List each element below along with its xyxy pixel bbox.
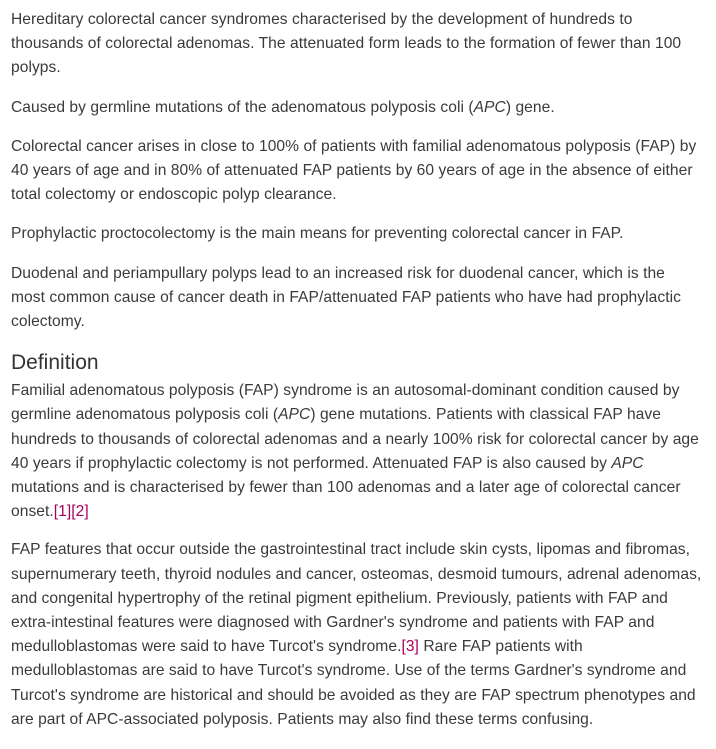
summary-paragraph-5: Duodenal and periampullary polyps lead to an increased risk for duodenal cancer, which is the most common cause of cancer death in FAP/attenuated FAP patients who have had prophylactic colectomy. — [11, 264, 681, 331]
summary-paragraph-2 — [11, 96, 702, 120]
gene-name: APC — [278, 406, 311, 424]
definition-text: ) gene mutations. Patients with classical FAP have hundreds to thousands of colorectal adenomas and a nearly 100% risk for colorectal cancer by age 40 years if prophylactic colectomy is not performed. Attenuated FAP is also caused by — [11, 406, 699, 472]
summary-paragraph-1: Hereditary colorectal cancer syndromes characterised by the development of hundreds to thousands of colorectal adenomas. The attenuated form leads to the formation of fewer than 100 polyps. — [11, 11, 682, 77]
reference-link-2[interactable]: [2] — [71, 503, 89, 521]
summary-text: ) gene. — [505, 98, 555, 116]
definition-text: FAP features that occur outside the gastrointestinal tract include skin cysts, lipomas and fibromas, supernumerary teeth, thyroid nodules and cancer, osteomas, desmoid tumours, adrenal adenomas, and congenital hypertrophy of the retinal pigment epithelium. Previously, patients with FAP and extra-intestinal features were diagnosed with Gardner's syndrome and patients with FAP and medulloblastomas were said to have Turcot's syndrome. — [11, 541, 702, 656]
section-heading-definition: Definition — [11, 351, 99, 375]
summary-paragraph-3: Colorectal cancer arises in close to 100% of patients with familial adenomatous polyposis (FAP) by 40 years of age and in 80% of attenuated FAP patients by 60 years of age in the absence of either total colectomy or endoscopic polyp clearance. — [11, 137, 697, 204]
definition-text: mutations and is characterised by fewer than 100 adenomas and a later age of colorectal cancer onset. — [11, 479, 681, 521]
summary-paragraph-4: Prophylactic proctocolectomy is the main means for preventing colorectal cancer in FAP. — [11, 225, 624, 243]
gene-name: APC — [611, 454, 644, 472]
gene-name: APC — [473, 98, 506, 116]
definition-text: Rare FAP patients with medulloblastomas are said to have Turcot's syndrome. Use of the terms Gardner's syndrome and Turcot's syndrome are historical and should be avoided as they are FAP spectrum phenotypes and are part of APC-associated polyposis. Patients may also find these terms confusing. — [11, 638, 696, 728]
definition-paragraph-2 — [11, 538, 702, 732]
reference-link-1[interactable]: [1] — [53, 503, 72, 521]
definition-text: Familial adenomatous polyposis (FAP) syndrome is an autosomal-dominant condition caused by germline adenomatous polyposis coli ( — [11, 382, 680, 424]
reference-link-3[interactable]: [3] — [401, 638, 419, 656]
definition-paragraph-1 — [11, 379, 702, 524]
summary-text: Caused by germline mutations of the adenomatous polyposis coli ( — [11, 98, 474, 116]
